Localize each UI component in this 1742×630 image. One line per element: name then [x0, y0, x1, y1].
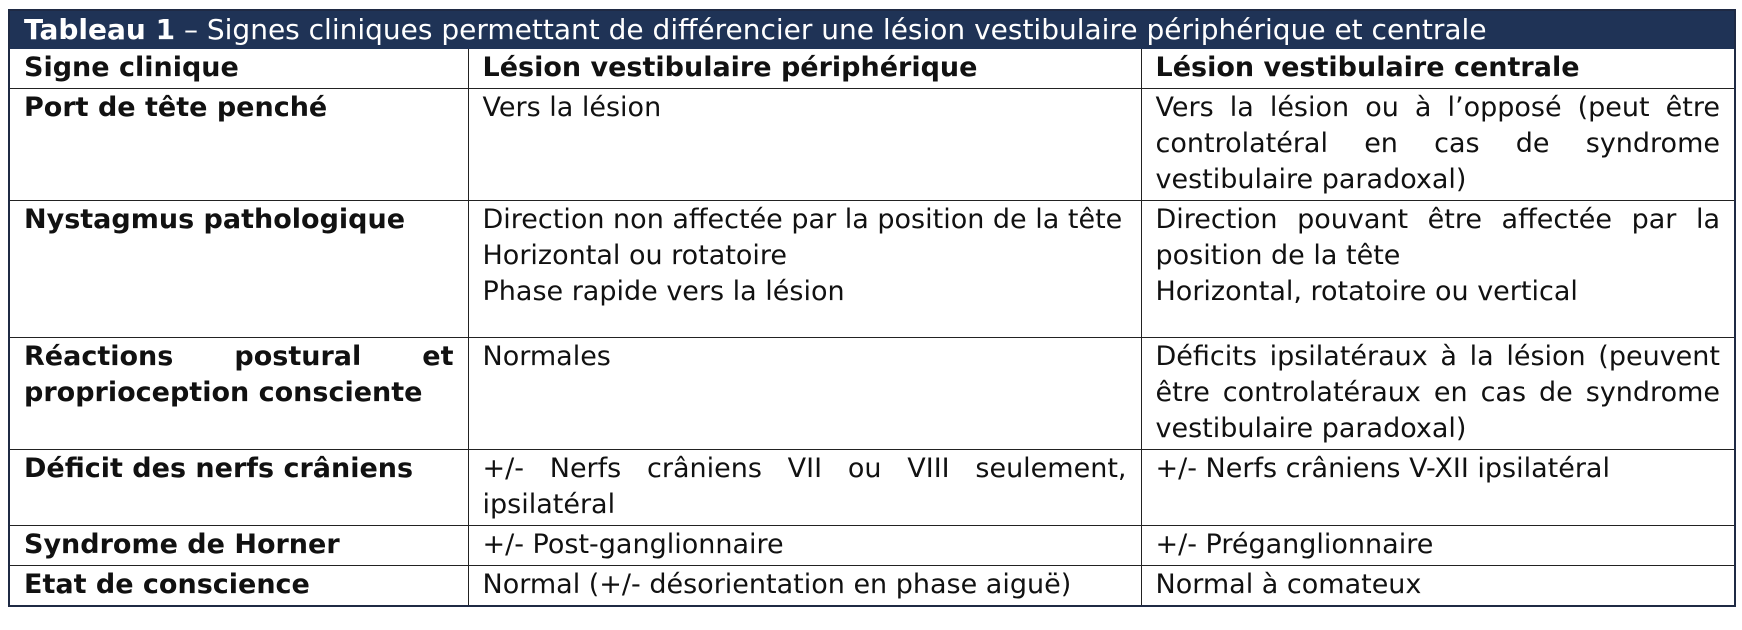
cell-line: Direction non affectée par la position de la tête — [482, 204, 1123, 235]
table-row — [10, 338, 1734, 450]
caption-text: – Signes cliniques permettant de différencier une lésion vestibulaire périphérique et centrale — [175, 13, 1487, 46]
header-central: Lésion vestibulaire centrale — [1141, 49, 1734, 89]
row-sign: Nystagmus pathologique — [10, 201, 468, 338]
clinical-signs-table — [8, 9, 1736, 607]
cell-line: +/- Préganglionnaire — [1155, 529, 1434, 560]
row-peripheral — [468, 89, 1141, 201]
cell-line: Vers la lésion — [482, 92, 662, 123]
header-row — [10, 49, 1734, 89]
row-peripheral — [468, 338, 1141, 450]
cell-line: Vers la lésion ou à l’opposé (peut être controlatéral en cas de syndrome vestibulaire paradoxal) — [1155, 92, 1720, 195]
cell-line: Normales — [482, 341, 611, 372]
cell-line: +/- Nerfs crâniens V-XII ipsilatéral — [1155, 453, 1610, 484]
cell-line: Horizontal ou rotatoire — [482, 240, 788, 271]
row-sign: Déficit des nerfs crâniens — [10, 450, 468, 526]
row-peripheral — [468, 566, 1141, 606]
cell-line: Déficits ipsilatéraux à la lésion (peuvent être controlatéraux en cas de syndrome vestibulaire paradoxal) — [1155, 341, 1720, 444]
header-sign: Signe clinique — [10, 49, 468, 89]
cell-line: +/- Post-ganglionnaire — [482, 529, 784, 560]
row-central — [1141, 89, 1734, 201]
row-central — [1141, 450, 1734, 526]
table-row — [10, 89, 1734, 201]
row-peripheral — [468, 201, 1141, 338]
cell-line: Horizontal, rotatoire ou vertical — [1155, 276, 1578, 307]
table-row — [10, 450, 1734, 526]
cell-line: Normal à comateux — [1155, 569, 1422, 600]
row-central — [1141, 566, 1734, 606]
table-row — [10, 566, 1734, 606]
row-sign: Réactions postural et proprioception consciente — [10, 338, 468, 450]
row-sign: Port de tête penché — [10, 89, 468, 201]
row-peripheral — [468, 526, 1141, 566]
row-central — [1141, 526, 1734, 566]
caption-label: Tableau 1 — [24, 13, 176, 46]
cell-line: Phase rapide vers la lésion — [482, 276, 845, 307]
cell-line: Direction pouvant être affectée par la position de la tête — [1155, 204, 1720, 271]
table-grid — [10, 49, 1734, 605]
header-peripheral: Lésion vestibulaire périphérique — [468, 49, 1141, 89]
cell-line: +/- Nerfs crâniens VII ou VIII seulement, ipsilatéral — [482, 453, 1127, 520]
row-peripheral — [468, 450, 1141, 526]
table-caption — [10, 11, 1734, 49]
cell-line: Normal (+/- désorientation en phase aiguë) — [482, 569, 1072, 600]
table-row — [10, 201, 1734, 338]
row-central — [1141, 201, 1734, 338]
row-central — [1141, 338, 1734, 450]
row-sign: Etat de conscience — [10, 566, 468, 606]
table-row — [10, 526, 1734, 566]
row-sign: Syndrome de Horner — [10, 526, 468, 566]
